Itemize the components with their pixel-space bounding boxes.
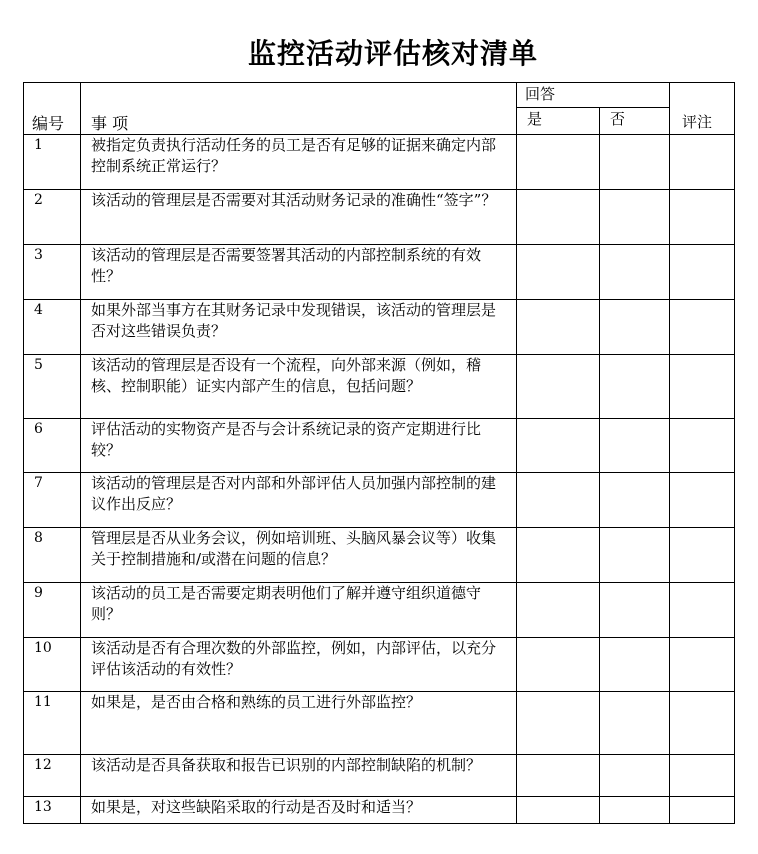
table-row bbox=[24, 755, 735, 797]
header-item: 事 项 bbox=[81, 83, 517, 135]
comment-cell[interactable] bbox=[670, 797, 735, 824]
row-item-text: 评估活动的实物资产是否与会计系统记录的资产定期进行比较？ bbox=[81, 419, 517, 473]
answer-yes-cell[interactable] bbox=[517, 692, 600, 755]
comment-cell[interactable] bbox=[670, 135, 735, 190]
answer-yes-cell[interactable] bbox=[517, 245, 600, 300]
header-number: 编号 bbox=[24, 83, 81, 135]
page-title: 监控活动评估核对清单 bbox=[247, 37, 538, 70]
comment-cell[interactable] bbox=[670, 300, 735, 355]
row-number: 8 bbox=[24, 528, 81, 583]
answer-yes-cell[interactable] bbox=[517, 355, 600, 419]
header-no: 否 bbox=[600, 108, 670, 135]
table-row bbox=[24, 528, 735, 583]
comment-cell[interactable] bbox=[670, 583, 735, 638]
row-item-text: 如果外部当事方在其财务记录中发现错误，该活动的管理层是否对这些错误负责？ bbox=[81, 300, 517, 355]
table-row bbox=[24, 583, 735, 638]
comment-cell[interactable] bbox=[670, 692, 735, 755]
header-yes: 是 bbox=[517, 108, 600, 135]
table-row bbox=[24, 300, 735, 355]
answer-no-cell[interactable] bbox=[600, 473, 670, 528]
comment-cell[interactable] bbox=[670, 528, 735, 583]
comment-cell[interactable] bbox=[670, 755, 735, 797]
answer-no-cell[interactable] bbox=[600, 797, 670, 824]
answer-no-cell[interactable] bbox=[600, 355, 670, 419]
row-item-text: 如果是，对这些缺陷采取的行动是否及时和适当？ bbox=[81, 797, 517, 824]
answer-yes-cell[interactable] bbox=[517, 190, 600, 245]
table-row bbox=[24, 473, 735, 528]
answer-no-cell[interactable] bbox=[600, 135, 670, 190]
row-number: 7 bbox=[24, 473, 81, 528]
row-item-text: 被指定负责执行活动任务的员工是否有足够的证据来确定内部控制系统正常运行？ bbox=[81, 135, 517, 190]
row-number: 5 bbox=[24, 355, 81, 419]
answer-no-cell[interactable] bbox=[600, 692, 670, 755]
table-row bbox=[24, 797, 735, 824]
row-number: 9 bbox=[24, 583, 81, 638]
row-number: 13 bbox=[24, 797, 81, 824]
answer-yes-cell[interactable] bbox=[517, 797, 600, 824]
answer-no-cell[interactable] bbox=[600, 528, 670, 583]
comment-cell[interactable] bbox=[670, 355, 735, 419]
row-number: 12 bbox=[24, 755, 81, 797]
row-item-text: 如果是，是否由合格和熟练的员工进行外部监控？ bbox=[81, 692, 517, 755]
answer-no-cell[interactable] bbox=[600, 190, 670, 245]
table-row bbox=[24, 638, 735, 692]
row-item-text: 该活动的管理层是否对内部和外部评估人员加强内部控制的建议作出反应？ bbox=[81, 473, 517, 528]
row-item-text: 该活动的员工是否需要定期表明他们了解并遵守组织道德守则？ bbox=[81, 583, 517, 638]
answer-yes-cell[interactable] bbox=[517, 755, 600, 797]
comment-cell[interactable] bbox=[670, 245, 735, 300]
answer-no-cell[interactable] bbox=[600, 419, 670, 473]
table-row bbox=[24, 419, 735, 473]
header-row-top bbox=[24, 83, 735, 108]
answer-yes-cell[interactable] bbox=[517, 528, 600, 583]
row-item-text: 管理层是否从业务会议，例如培训班、头脑风暴会议等）收集关于控制措施和/或潜在问题的信息？ bbox=[81, 528, 517, 583]
answer-no-cell[interactable] bbox=[600, 638, 670, 692]
comment-cell[interactable] bbox=[670, 638, 735, 692]
row-number: 10 bbox=[24, 638, 81, 692]
table-row bbox=[24, 245, 735, 300]
answer-yes-cell[interactable] bbox=[517, 638, 600, 692]
answer-yes-cell[interactable] bbox=[517, 473, 600, 528]
row-item-text: 该活动的管理层是否需要对其活动财务记录的准确性“签字”？ bbox=[81, 190, 517, 245]
comment-cell[interactable] bbox=[670, 419, 735, 473]
table-row bbox=[24, 190, 735, 245]
answer-yes-cell[interactable] bbox=[517, 135, 600, 190]
row-item-text: 该活动的管理层是否需要签署其活动的内部控制系统的有效性？ bbox=[81, 245, 517, 300]
comment-cell[interactable] bbox=[670, 190, 735, 245]
answer-yes-cell[interactable] bbox=[517, 583, 600, 638]
answer-yes-cell[interactable] bbox=[517, 300, 600, 355]
table-row bbox=[24, 135, 735, 190]
row-item-text: 该活动是否具备获取和报告已识别的内部控制缺陷的机制？ bbox=[81, 755, 517, 797]
row-item-text: 该活动是否有合理次数的外部监控，例如，内部评估，以充分评估该活动的有效性？ bbox=[81, 638, 517, 692]
answer-no-cell[interactable] bbox=[600, 583, 670, 638]
table-row bbox=[24, 692, 735, 755]
row-number: 3 bbox=[24, 245, 81, 300]
row-item-text: 该活动的管理层是否设有一个流程，向外部来源（例如，稽核、控制职能）证实内部产生的信息，包括问题？ bbox=[81, 355, 517, 419]
row-number: 11 bbox=[24, 692, 81, 755]
answer-yes-cell[interactable] bbox=[517, 419, 600, 473]
table-body bbox=[24, 83, 735, 824]
table-row bbox=[24, 355, 735, 419]
row-number: 1 bbox=[24, 135, 81, 190]
row-number: 4 bbox=[24, 300, 81, 355]
answer-no-cell[interactable] bbox=[600, 755, 670, 797]
comment-cell[interactable] bbox=[670, 473, 735, 528]
row-number: 6 bbox=[24, 419, 81, 473]
header-comment: 评注 bbox=[670, 83, 735, 135]
row-number: 2 bbox=[24, 190, 81, 245]
answer-no-cell[interactable] bbox=[600, 300, 670, 355]
checklist-table bbox=[23, 82, 735, 824]
header-answer: 回答 bbox=[517, 83, 670, 108]
answer-no-cell[interactable] bbox=[600, 245, 670, 300]
